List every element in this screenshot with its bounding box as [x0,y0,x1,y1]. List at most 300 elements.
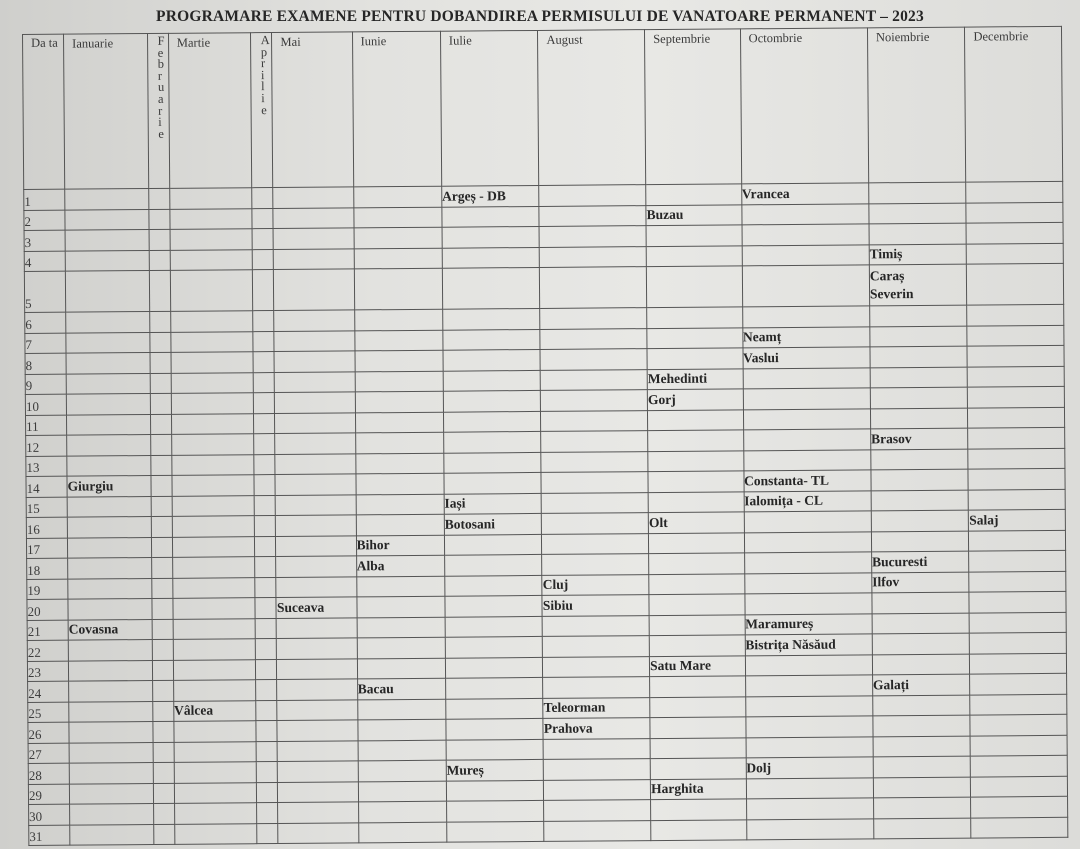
schedule-cell [276,515,356,536]
schedule-cell [356,596,444,617]
day-number: 15 [26,497,67,518]
exam-entry-octombrie: Maramureș [745,613,872,634]
schedule-cell [256,700,278,721]
month-header-decembrie: Decembrie [965,26,1063,182]
schedule-cell [539,226,646,247]
schedule-cell [446,780,544,801]
schedule-cell [649,553,745,574]
month-header-august: August [538,30,646,186]
schedule-cell [649,635,745,656]
schedule-cell [171,372,253,393]
schedule-cell [745,675,872,696]
schedule-cell [174,803,256,824]
schedule-cell [154,803,175,824]
schedule-cell [354,227,442,248]
exam-entry-august: Cluj [542,574,649,595]
schedule-cell [355,453,443,474]
schedule-cell [447,821,545,842]
day-number: 30 [29,804,70,825]
schedule-cell [969,571,1066,592]
schedule-cell [154,824,175,845]
exam-entry-iulie: Botosani [444,513,542,534]
day-number: 25 [28,702,69,723]
schedule-cell [355,391,443,412]
schedule-cell [357,637,445,658]
schedule-cell [355,412,443,433]
schedule-cell [355,473,443,494]
schedule-cell [543,677,650,698]
schedule-cell [870,326,968,347]
schedule-cell [646,245,742,266]
exam-entry-octombrie: Bistrița Năsăud [745,634,872,655]
schedule-cell [354,309,442,330]
schedule-cell [872,633,970,654]
schedule-cell [970,735,1067,756]
schedule-cell [743,429,870,450]
schedule-cell [967,243,1064,264]
schedule-cell [969,550,1066,571]
schedule-cell [443,349,541,370]
schedule-cell [541,431,648,452]
schedule-cell [443,411,541,432]
schedule-cell [967,325,1064,346]
exam-entry-octombrie: Ialomița - CL [744,490,871,511]
schedule-cell [540,267,647,309]
schedule-cell [969,612,1066,633]
schedule-cell [278,740,358,761]
exam-entry-noiembrie: Ilfov [872,572,970,593]
schedule-cell [445,575,543,596]
schedule-cell [541,410,648,431]
schedule-cell [255,680,277,701]
day-number: 5 [24,271,65,312]
header-row [23,26,1063,189]
schedule-cell [540,369,647,390]
schedule-cell [539,205,646,226]
schedule-cell [543,738,650,759]
schedule-cell [174,782,256,803]
schedule-cell [65,250,149,271]
schedule-cell [153,680,174,701]
schedule-cell [968,468,1065,489]
schedule-cell [648,491,744,512]
schedule-cell [153,639,174,660]
day-column-header: Da ta [23,34,65,189]
schedule-cell [446,698,544,719]
month-header-mai: Mai [272,32,353,188]
schedule-cell [968,407,1065,428]
schedule-cell [356,576,444,597]
day-number: 23 [27,661,68,682]
schedule-cell [743,449,870,470]
day-number: 12 [26,435,67,456]
schedule-cell [254,475,276,496]
schedule-cell [873,715,971,736]
schedule-cell [542,554,649,575]
exam-entry-octombrie: Constanta- TL [744,470,871,491]
schedule-cell [744,572,871,593]
schedule-cell [544,820,651,841]
schedule-cell [152,557,173,578]
exam-entry-iulie: Iași [444,493,542,514]
schedule-cell [357,719,445,740]
schedule-cell [150,332,171,353]
schedule-cell [256,782,278,803]
schedule-cell [67,516,151,537]
day-number: 26 [28,722,69,743]
day-number: 9 [25,374,66,395]
schedule-cell [170,249,252,270]
schedule-cell [873,777,971,798]
schedule-cell [172,454,254,475]
exam-schedule-table [22,26,1068,846]
schedule-cell [744,511,871,532]
schedule-cell [744,552,871,573]
schedule-cell [647,307,743,328]
schedule-cell [253,413,275,434]
schedule-cell [255,659,277,680]
schedule-cell [442,226,540,247]
schedule-cell [873,736,971,757]
schedule-cell [254,454,276,475]
schedule-cell [68,557,152,578]
schedule-cell [256,741,278,762]
schedule-cell [646,266,742,308]
exam-entry-noiembrie: Galați [872,674,970,695]
schedule-cell [69,762,153,783]
schedule-cell [446,800,544,821]
schedule-cell [540,349,647,370]
schedule-cell [871,469,969,490]
schedule-cell [968,448,1065,469]
schedule-cell [256,721,278,742]
schedule-cell [442,308,540,329]
schedule-cell [66,373,150,394]
schedule-cell [171,413,253,434]
exam-entry-decembrie: Salaj [969,509,1066,530]
schedule-cell [646,184,742,205]
schedule-cell [253,372,275,393]
schedule-cell [541,451,648,472]
exam-entry-iunie: Alba [356,555,444,576]
schedule-cell [173,618,255,639]
day-number: 24 [28,681,69,702]
schedule-cell [252,229,274,250]
schedule-cell [276,556,356,577]
schedule-cell [446,718,544,739]
schedule-cell [153,742,174,763]
schedule-cell [274,248,354,269]
exam-entry-septembrie: Gorj [647,389,743,410]
schedule-cell [254,434,276,455]
schedule-cell [357,617,445,638]
day-number: 10 [25,394,66,415]
schedule-cell [69,783,153,804]
schedule-cell [252,249,274,270]
schedule-cell [744,531,871,552]
schedule-cell [253,331,275,352]
schedule-cell [647,348,743,369]
schedule-cell [252,270,274,311]
schedule-cell [172,557,254,578]
schedule-cell [254,516,276,537]
schedule-cell [174,741,256,762]
schedule-cell [255,639,277,660]
exam-entry-iulie: Argeș - DB [442,185,540,206]
schedule-cell [541,492,648,513]
schedule-cell [967,345,1064,366]
schedule-cell [872,592,970,613]
schedule-cell [273,187,353,208]
schedule-cell [353,207,441,228]
schedule-cell [356,514,444,535]
schedule-cell [743,408,870,429]
schedule-cell [543,636,650,657]
schedule-cell [356,494,444,515]
schedule-cell [254,536,276,557]
schedule-cell [966,181,1063,202]
day-number: 17 [26,538,67,559]
schedule-cell [255,618,277,639]
schedule-cell [358,801,446,822]
schedule-cell [151,393,172,414]
schedule-cell [153,701,174,722]
schedule-cell [872,654,970,675]
schedule-cell [648,409,744,430]
schedule-cell [69,701,153,722]
schedule-cell [173,598,255,619]
schedule-cell [871,531,969,552]
schedule-cell [871,510,969,531]
schedule-cell [445,636,543,657]
schedule-cell [254,495,276,516]
day-number: 13 [26,456,67,477]
schedule-cell [275,433,355,454]
schedule-cell [650,758,746,779]
schedule-cell [444,554,542,575]
schedule-cell [153,721,174,742]
schedule-cell [745,716,872,737]
schedule-cell [746,736,873,757]
exam-entry-noiembrie: Bucuresti [871,551,969,572]
day-number: 18 [27,558,68,579]
schedule-cell [277,720,357,741]
schedule-cell [967,304,1064,325]
schedule-cell [970,632,1067,653]
schedule-cell [67,496,151,517]
document-title: PROGRAMARE EXAMENE PENTRU DOBANDIREA PERMISULUI DE VANATOARE PERMANENT – 2023 [156,8,924,25]
schedule-cell [152,578,173,599]
schedule-cell [151,496,172,517]
schedule-cell [542,615,649,636]
schedule-cell [257,823,279,844]
schedule-cell [542,513,649,534]
schedule-cell [171,434,253,455]
schedule-cell [252,208,274,229]
schedule-cell [971,776,1068,797]
schedule-cell [650,737,746,758]
day-number: 20 [27,599,68,620]
schedule-cell [278,822,358,843]
schedule-cell [970,694,1067,715]
schedule-cell [149,229,170,250]
schedule-cell [651,819,747,840]
schedule-cell [172,475,254,496]
schedule-cell [649,532,745,553]
exam-entry-septembrie: Mehedinti [647,368,743,389]
schedule-cell [253,352,275,373]
exam-entry-iunie: Bihor [356,535,444,556]
day-number: 29 [28,784,69,805]
schedule-cell [170,311,252,332]
schedule-cell [648,430,744,451]
schedule-cell [357,658,445,679]
schedule-cell [971,796,1068,817]
schedule-cell [355,350,443,371]
schedule-cell [69,742,153,763]
schedule-cell [69,680,153,701]
schedule-cell [358,781,446,802]
schedule-cell [150,373,171,394]
schedule-cell [149,250,170,271]
schedule-cell [358,740,446,761]
exam-entry-noiembrie: Timiș [869,244,967,265]
schedule-cell [968,366,1065,387]
schedule-cell [173,577,255,598]
schedule-cell [277,699,357,720]
schedule-cell [746,777,873,798]
schedule-cell [70,803,154,824]
day-number: 4 [24,251,65,272]
month-header-martie: Martie [168,33,251,189]
schedule-cell [649,614,745,635]
schedule-cell [966,202,1063,223]
exam-entry-martie: Vâlcea [174,700,256,721]
schedule-cell [150,352,171,373]
exam-entry-ianuarie: Giurgiu [67,475,151,496]
schedule-cell [355,371,443,392]
schedule-cell [870,408,968,429]
schedule-cell [275,453,355,474]
schedule-cell [275,412,355,433]
schedule-cell [276,535,356,556]
schedule-cell [969,489,1066,510]
schedule-cell [70,824,154,845]
exam-entry-septembrie: Olt [648,512,744,533]
schedule-cell [277,679,357,700]
month-header-aprilie: Aprilie [250,33,273,188]
schedule-cell [873,756,971,777]
exam-entry-mai: Suceava [276,597,356,618]
schedule-cell [253,311,275,332]
schedule-cell [253,393,275,414]
exam-entry-august: Sibiu [542,595,649,616]
schedule-cell [650,717,746,738]
schedule-cell [66,312,150,333]
schedule-cell [172,516,254,537]
schedule-cell [544,759,651,780]
day-number: 11 [25,415,66,436]
schedule-cell [68,537,152,558]
schedule-cell [171,331,253,352]
schedule-cell [255,577,277,598]
schedule-cell [151,475,172,496]
schedule-cell [872,613,970,634]
schedule-cell [745,695,872,716]
day-number: 8 [25,353,66,374]
schedule-cell [68,598,152,619]
schedule-cell [278,761,358,782]
schedule-cell [444,472,542,493]
month-header-octombrie: Octombrie [740,28,869,184]
schedule-cell [66,332,150,353]
day-number: 1 [24,189,65,210]
schedule-cell [152,619,173,640]
day-number: 6 [25,312,66,333]
schedule-cell [966,222,1063,243]
schedule-cell [149,188,170,209]
schedule-cell [66,353,150,374]
day-number: 31 [29,825,70,846]
schedule-cell [276,576,356,597]
schedule-cell [278,802,358,823]
schedule-cell [443,370,541,391]
schedule-cell [358,760,446,781]
schedule-cell [539,185,646,206]
schedule-cell [276,494,356,515]
schedule-cell [65,209,149,230]
schedule-cell [151,455,172,476]
schedule-cell [648,471,744,492]
exam-entry-octombrie: Neamț [742,326,869,347]
schedule-cell [870,367,968,388]
exam-entry-septembrie: Buzau [646,204,742,225]
exam-entry-septembrie: Satu Mare [650,655,746,676]
month-header-iulie: Iulie [440,30,539,186]
schedule-cell [442,247,540,268]
schedule-cell [273,207,353,228]
schedule-cell [971,817,1068,838]
schedule-cell [153,660,174,681]
schedule-cell [69,721,153,742]
month-header-ianuarie: Ianuarie [64,34,149,190]
schedule-cell [174,721,256,742]
schedule-cell [646,225,742,246]
day-number: 7 [25,333,66,354]
month-header-iunie: Iunie [352,31,441,187]
schedule-cell [742,244,869,265]
schedule-cell [742,224,869,245]
schedule-cell [970,673,1067,694]
schedule-cell [744,593,871,614]
schedule-cell [255,557,277,578]
schedule-cell [968,386,1065,407]
exam-entry-octombrie: Vaslui [743,347,870,368]
schedule-cell [68,639,152,660]
schedule-cell [154,783,175,804]
schedule-cell [540,308,647,329]
schedule-cell [274,351,354,372]
schedule-body [24,181,1068,845]
schedule-cell [542,533,649,554]
schedule-cell [275,474,355,495]
exam-entry-iulie: Mureș [446,759,544,780]
schedule-cell [252,188,274,209]
schedule-cell [170,208,252,229]
schedule-cell [66,394,150,415]
schedule-cell [172,495,254,516]
schedule-cell [277,658,357,679]
